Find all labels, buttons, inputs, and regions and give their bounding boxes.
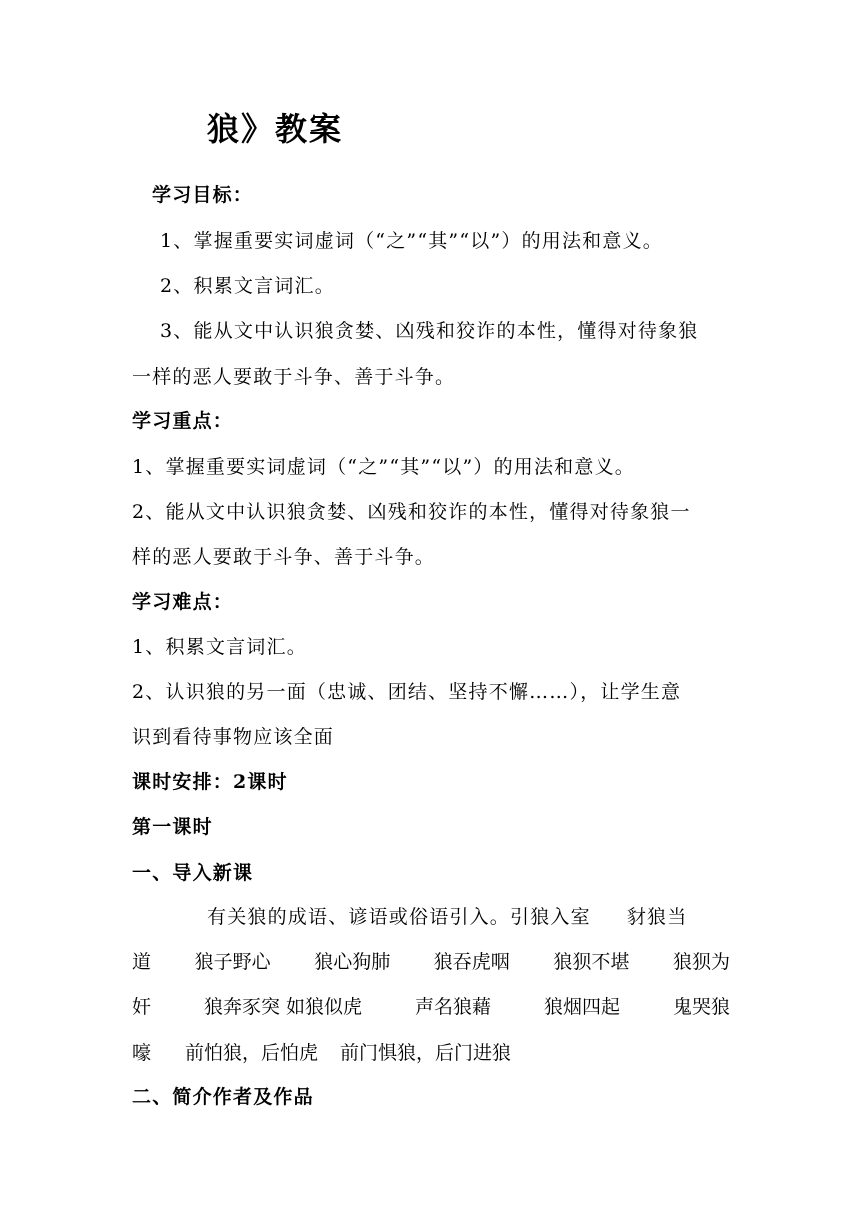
document-title: 狼》教案 bbox=[207, 110, 344, 148]
idiom: 狼烟四起 bbox=[543, 996, 620, 1018]
idiom: 前怕狼，后怕虎 bbox=[185, 1042, 319, 1064]
idiom: 嚎 bbox=[132, 1042, 152, 1064]
section-one-line-1 bbox=[207, 904, 687, 930]
idiom: 声名狼藉 bbox=[415, 996, 492, 1018]
key-points-heading: 学习重点： bbox=[132, 410, 234, 432]
idiom: 狼子野心 bbox=[194, 951, 271, 973]
objectives-heading: 学习目标： bbox=[152, 184, 254, 206]
idiom: 道 bbox=[132, 951, 152, 973]
idiom: 狼狈为 bbox=[672, 951, 730, 973]
objective-item-3-line-2: 一样的恶人要敢于斗争、善于斗争。 bbox=[132, 366, 456, 388]
idiom: 狼吞虎咽 bbox=[433, 951, 510, 973]
section-one-line-3 bbox=[132, 994, 730, 1020]
idiom: 鬼哭狼 bbox=[672, 996, 730, 1018]
idiom: 前门惧狼，后门进狼 bbox=[340, 1042, 512, 1064]
section-one-heading: 一、导入新课 bbox=[132, 862, 254, 884]
difficulty-item-2-line-2: 识到看待事物应该全面 bbox=[132, 726, 335, 748]
section-one-line-1-b: 豺狼当 bbox=[626, 906, 688, 928]
schedule: 课时安排：2课时 bbox=[132, 771, 288, 793]
section-one-line-4 bbox=[132, 1040, 511, 1066]
key-point-item-1: 1、掌握重要实词虚词（“之”“其”“以”）的用法和意义。 bbox=[132, 456, 635, 478]
difficulty-item-1: 1、积累文言词汇。 bbox=[132, 636, 307, 658]
objective-item-3-line-1: 3、能从文中认识狼贪婪、凶残和狡诈的本性，懂得对待象狼 bbox=[160, 320, 699, 342]
objective-item-1: 1、掌握重要实词虚词（“之”“其”“以”）的用法和意义。 bbox=[160, 230, 663, 252]
lesson-one-heading: 第一课时 bbox=[132, 816, 213, 838]
section-two-heading: 二、简介作者及作品 bbox=[132, 1086, 314, 1108]
key-point-item-2-line-2: 样的恶人要敢于斗争、善于斗争。 bbox=[132, 546, 436, 568]
section-one-line-2 bbox=[132, 949, 730, 975]
idiom: 狼奔豕突 如狼似虎 bbox=[203, 996, 363, 1018]
objective-item-2: 2、积累文言词汇。 bbox=[160, 275, 335, 297]
section-one-line-1-a: 有关狼的成语、谚语或俗语引入。引狼入室 bbox=[207, 906, 591, 928]
difficulties-heading: 学习难点： bbox=[132, 591, 234, 613]
idiom: 狼狈不堪 bbox=[553, 951, 630, 973]
idiom: 狼心狗肺 bbox=[314, 951, 391, 973]
difficulty-item-2-line-1: 2、认识狼的另一面（忠诚、团结、坚持不懈……），让学生意 bbox=[132, 681, 682, 703]
key-point-item-2-line-1: 2、能从文中认识狼贪婪、凶残和狡诈的本性，懂得对待象狼一 bbox=[132, 501, 691, 523]
idiom: 奸 bbox=[132, 996, 152, 1018]
